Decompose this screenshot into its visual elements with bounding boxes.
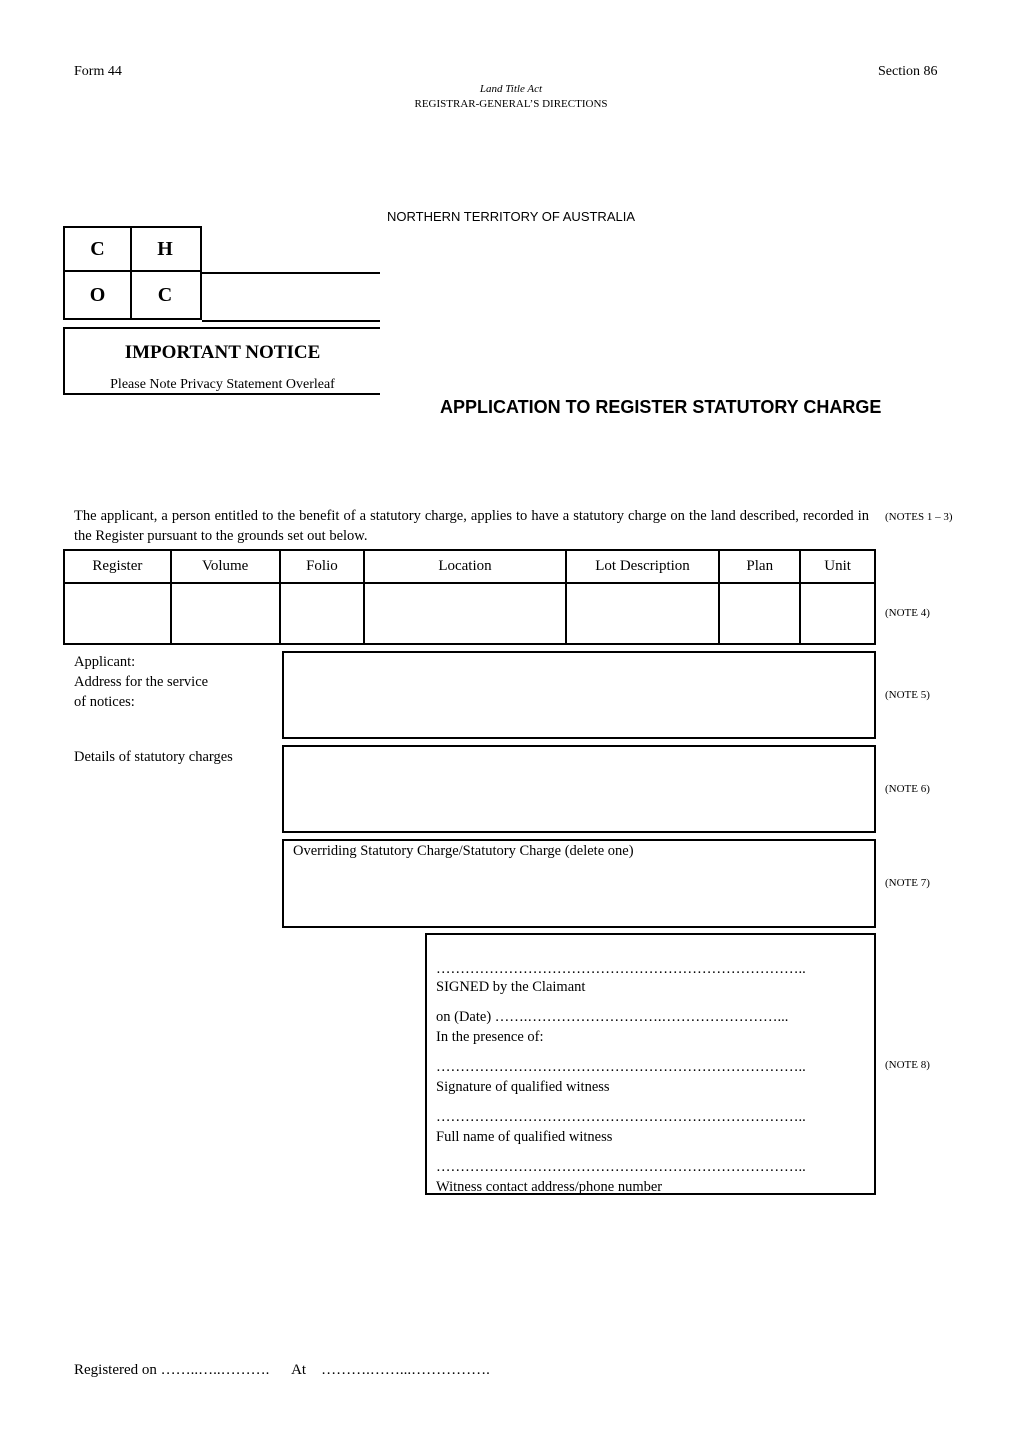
- register-input[interactable]: [64, 583, 171, 644]
- important-notice-box: [63, 327, 380, 395]
- signature-block: [425, 933, 876, 1195]
- choc-c1: C: [63, 226, 132, 272]
- notice-title: IMPORTANT NOTICE: [124, 342, 321, 363]
- note-1-3: (NOTES 1 – 3): [885, 511, 953, 523]
- land-table: [63, 549, 876, 645]
- witness-contact-line[interactable]: …………………………………………………………………..: [436, 1159, 806, 1175]
- col-folio: Folio: [280, 550, 365, 583]
- intro-paragraph: The applicant, a person entitled to the benefit of a statutory charge, applies to have a statutory charge on the land described, recorded in the Register pursuant to the grounds set out below.: [74, 508, 869, 544]
- note-6: (NOTE 6): [885, 783, 930, 795]
- note-8: (NOTE 8): [885, 1059, 930, 1071]
- col-unit: Unit: [800, 550, 875, 583]
- witness-contact-label: Witness contact address/phone number: [436, 1179, 663, 1195]
- witness-signature-line[interactable]: …………………………………………………………………..: [436, 1059, 806, 1075]
- territory-heading: NORTHERN TERRITORY OF AUSTRALIA: [386, 209, 635, 224]
- choc-divider: [202, 272, 380, 274]
- lot-description-input[interactable]: [566, 583, 720, 644]
- choc-c2: C: [130, 272, 202, 320]
- form-number: Form 44: [74, 64, 122, 79]
- location-input[interactable]: [364, 583, 565, 644]
- registered-on: [74, 1362, 490, 1379]
- choc-bottom-line: [202, 320, 380, 322]
- witness-signature-label: Signature of qualified witness: [436, 1079, 610, 1095]
- act-name: Land Title Act: [479, 83, 543, 95]
- choc-h: H: [130, 226, 202, 272]
- charge-type-field[interactable]: [282, 839, 876, 928]
- office-use-box: [63, 226, 380, 322]
- form-title: APPLICATION TO REGISTER STATUTORY CHARGE: [440, 397, 882, 417]
- details-field[interactable]: [282, 745, 876, 833]
- directions-heading: REGISTRAR-GENERAL’S DIRECTIONS: [414, 98, 608, 110]
- applicant-label-line1: Applicant:: [74, 654, 136, 670]
- applicant-label-line2: Address for the service: [74, 674, 209, 690]
- col-location: Location: [364, 550, 565, 583]
- witness-name-label: Full name of qualified witness: [436, 1129, 613, 1145]
- registered-on-text: Registered on ……..…..……….: [74, 1362, 270, 1378]
- folio-input[interactable]: [280, 583, 365, 644]
- applicant-field[interactable]: [282, 651, 876, 739]
- signed-by-label: SIGNED by the Claimant: [436, 979, 586, 995]
- unit-input[interactable]: [800, 583, 875, 644]
- plan-input[interactable]: [719, 583, 800, 644]
- presence-label: In the presence of:: [436, 1029, 544, 1045]
- note-7: (NOTE 7): [885, 877, 930, 889]
- col-register: Register: [64, 550, 171, 583]
- registered-at-text: At ……….……...…………….: [291, 1362, 490, 1378]
- land-table-header: [64, 550, 875, 583]
- charge-type-text: Overriding Statutory Charge/Statutory Charge (delete one): [293, 843, 634, 859]
- choc-o: O: [63, 272, 132, 320]
- date-line[interactable]: on (Date) …….……………………….……………………...: [436, 1009, 789, 1025]
- claimant-signature-line[interactable]: …………………………………………………………………..: [436, 961, 806, 977]
- applicant-label: [74, 652, 208, 712]
- table-row: [64, 583, 875, 644]
- col-lot-description: Lot Description: [566, 550, 720, 583]
- col-plan: Plan: [719, 550, 800, 583]
- witness-name-line[interactable]: …………………………………………………………………..: [436, 1109, 806, 1125]
- note-5: (NOTE 5): [885, 689, 930, 701]
- details-label: Details of statutory charges: [74, 749, 233, 765]
- section-number: Section 86: [878, 64, 938, 79]
- notice-subtitle: Please Note Privacy Statement Overleaf: [110, 377, 335, 392]
- note-4: (NOTE 4): [885, 607, 930, 619]
- col-volume: Volume: [171, 550, 280, 583]
- applicant-label-line3: of notices:: [74, 694, 135, 710]
- volume-input[interactable]: [171, 583, 280, 644]
